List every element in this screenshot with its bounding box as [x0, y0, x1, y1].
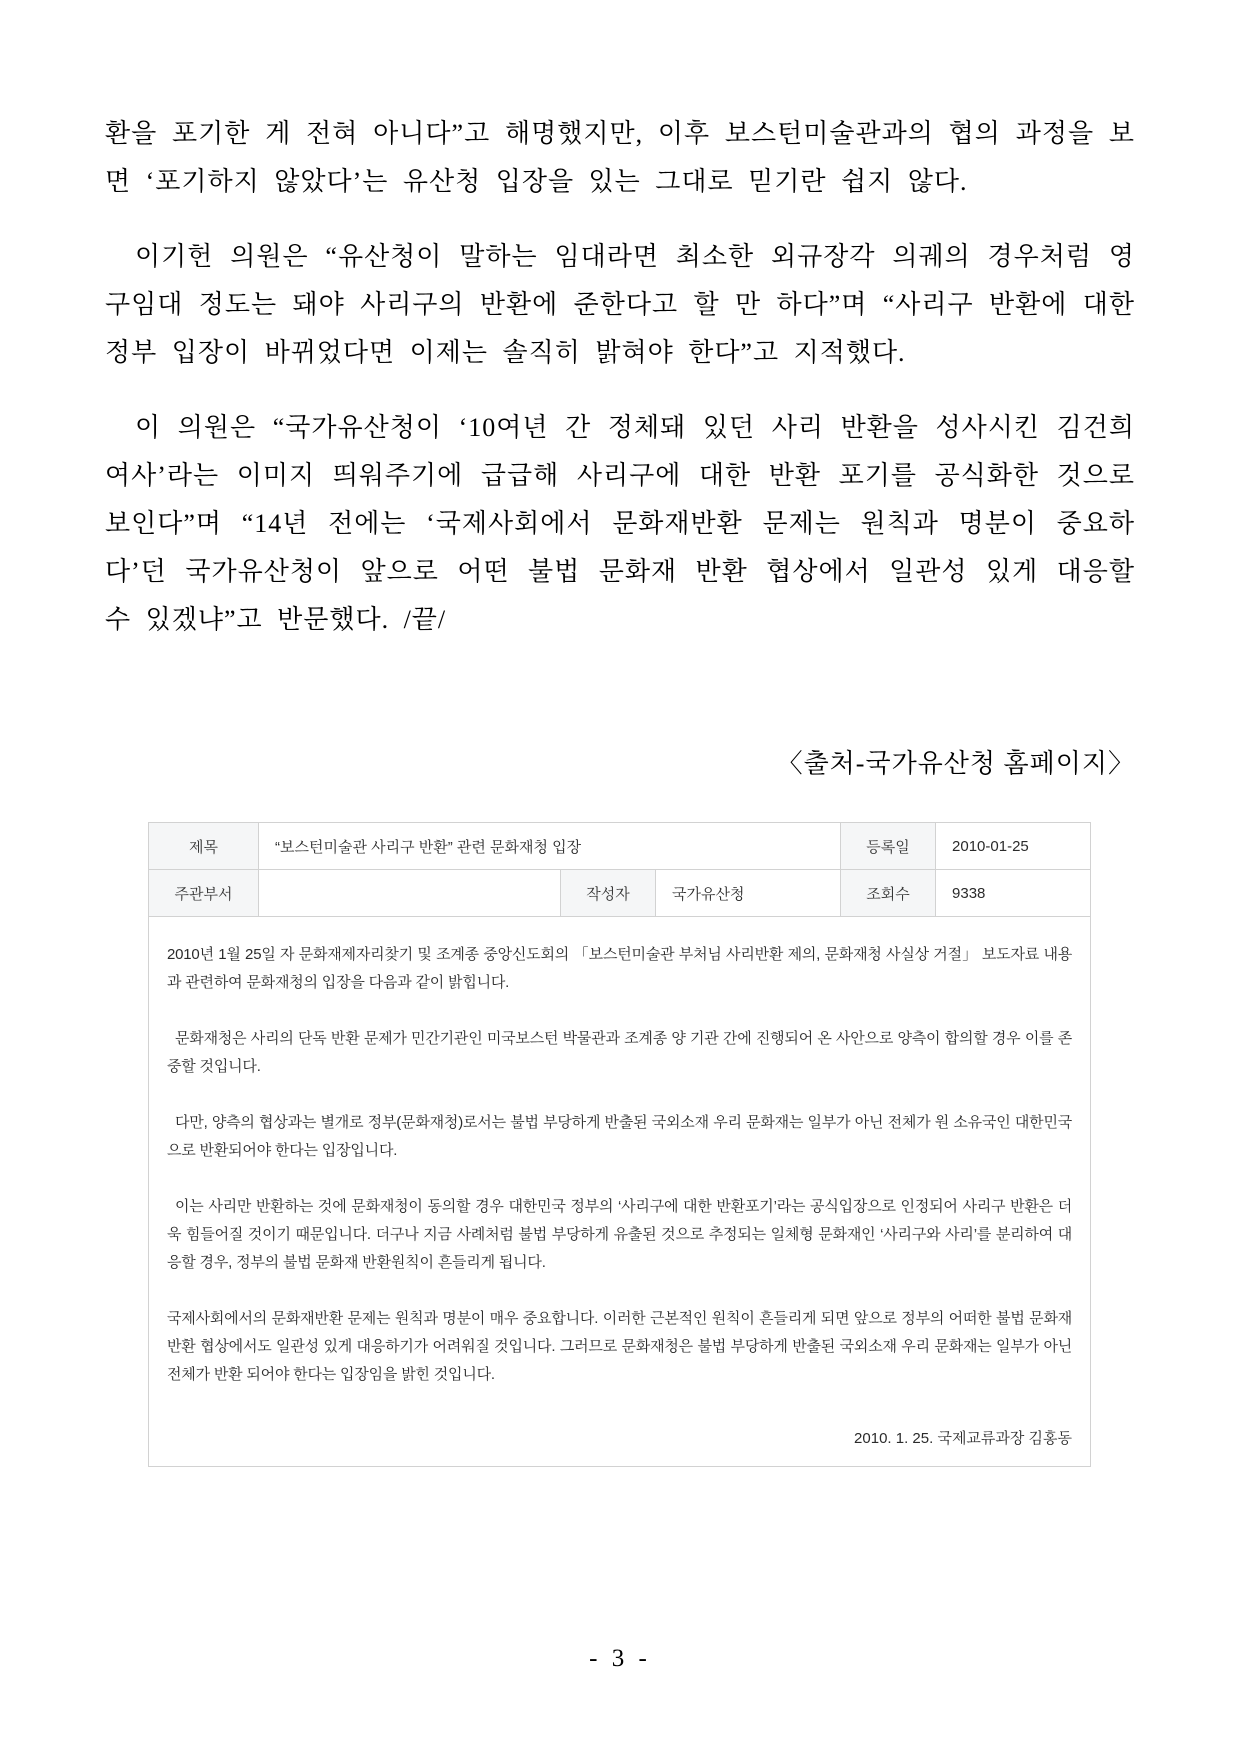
title-label-cell: 제목	[149, 823, 259, 870]
table-row	[149, 870, 1091, 917]
paragraph: 이기헌 의원은 “유산청이 말하는 임대라면 최소한 외규장각 의궤의 경우처럼 영구임대 정도는 돼야 사리구의 반환에 준한다고 할 만 하다”며 “사리구 반환에 대한 정부 입장이 바뀌었다면 이제는 솔직히 밝혀야 한다”고 지적했다.	[105, 242, 1135, 367]
table-row	[149, 823, 1091, 870]
notice-signature: 2010. 1. 25. 국제교류과장 김홍동	[854, 1430, 1073, 1447]
title-value-cell: “보스턴미술관 사리구 반환” 관련 문화재청 입장	[259, 823, 841, 870]
notice-body	[167, 941, 1072, 1448]
source-caption: 〈출처-국가유산청 홈페이지〉	[776, 749, 1135, 778]
paragraph: 이 의원은 “국가유산청이 ‘10여년 간 정체돼 있던 사리 반환을 성사시킨 김건희 여사’라는 이미지 띄워주기에 급급해 사리구에 대한 반환 포기를 공식화한 것으로 보인다”며 “14년 전에는 ‘국제사회에서 문화재반환 문제는 원칙과 명분이 중요하다’던 국가유산청이 앞으로 어떤 불법 문화재 반환 협상에서 일관성 있게 대응할 수 있겠냐”고 반문했다. /끝/	[105, 413, 1135, 634]
main-body-text	[105, 110, 1135, 644]
table-row	[149, 917, 1091, 1467]
reg-date-value-cell: 2010-01-25	[936, 823, 1091, 870]
department-label-cell: 주관부서	[149, 870, 259, 917]
author-value-cell: 국가유산청	[656, 870, 841, 917]
paragraph: 환을 포기한 게 전혀 아니다”고 해명했지만, 이후 보스턴미술관과의 협의 과정을 보면 ‘포기하지 않았다’는 유산청 입장을 있는 그대로 믿기란 쉽지 않다.	[105, 119, 1135, 196]
notice-table	[148, 822, 1091, 1467]
page-number: - 3 -	[589, 1645, 651, 1672]
notice-paragraph: 이는 사리만 반환하는 것에 문화재청이 동의할 경우 대한민국 정부의 ‘사리구에 대한 반환포기’라는 공식입장으로 인정되어 사리구 반환은 더욱 힘들어질 것이기 때문입니다. 더구나 지금 사례처럼 불법 부당하게 유출된 것으로 추정되는 일체형 문화재인 ‘사리구와 사리’를 분리하여 대응할 경우, 정부의 불법 문화재 반환원칙이 흔들리게 됩니다.	[167, 1198, 1073, 1271]
notice-paragraph: 문화재청은 사리의 단독 반환 문제가 민간기관인 미국보스턴 박물관과 조계종 양 기관 간에 진행되어 온 사안으로 양측이 합의할 경우 이를 존중할 것입니다.	[167, 1030, 1073, 1075]
notice-paragraph: 다만, 양측의 협상과는 별개로 정부(문화재청)로서는 불법 부당하게 반출된 국외소재 우리 문화재는 일부가 아닌 전체가 원 소유국인 대한민국으로 반환되어야 한다는 입장입니다.	[167, 1114, 1073, 1159]
reg-date-label-cell: 등록일	[841, 823, 936, 870]
notice-paragraph: 국제사회에서의 문화재반환 문제는 원칙과 명분이 매우 중요합니다. 이러한 근본적인 원칙이 흔들리게 되면 앞으로 정부의 어떠한 불법 문화재 반환 협상에서도 일관성 있게 대응하기가 어려워질 것입니다. 그러므로 문화재청은 불법 부당하게 반출된 국외소재 우리 문화재는 일부가 아닌 전체가 반환 되어야 한다는 입장임을 밝힌 것입니다.	[167, 1310, 1073, 1383]
notice-body-cell	[149, 917, 1091, 1467]
embedded-notice-screenshot	[148, 822, 1090, 1467]
notice-paragraph: 2010년 1월 25일 자 문화재제자리찾기 및 조계종 중앙신도회의 「보스턴미술관 부처님 사리반환 제의, 문화재청 사실상 거절」 보도자료 내용과 관련하여 문화재청의 입장을 다음과 같이 밝힙니다.	[167, 946, 1073, 991]
views-label-cell: 조회수	[841, 870, 936, 917]
views-value-cell: 9338	[936, 870, 1091, 917]
department-value-cell	[259, 870, 561, 917]
author-label-cell: 작성자	[561, 870, 656, 917]
